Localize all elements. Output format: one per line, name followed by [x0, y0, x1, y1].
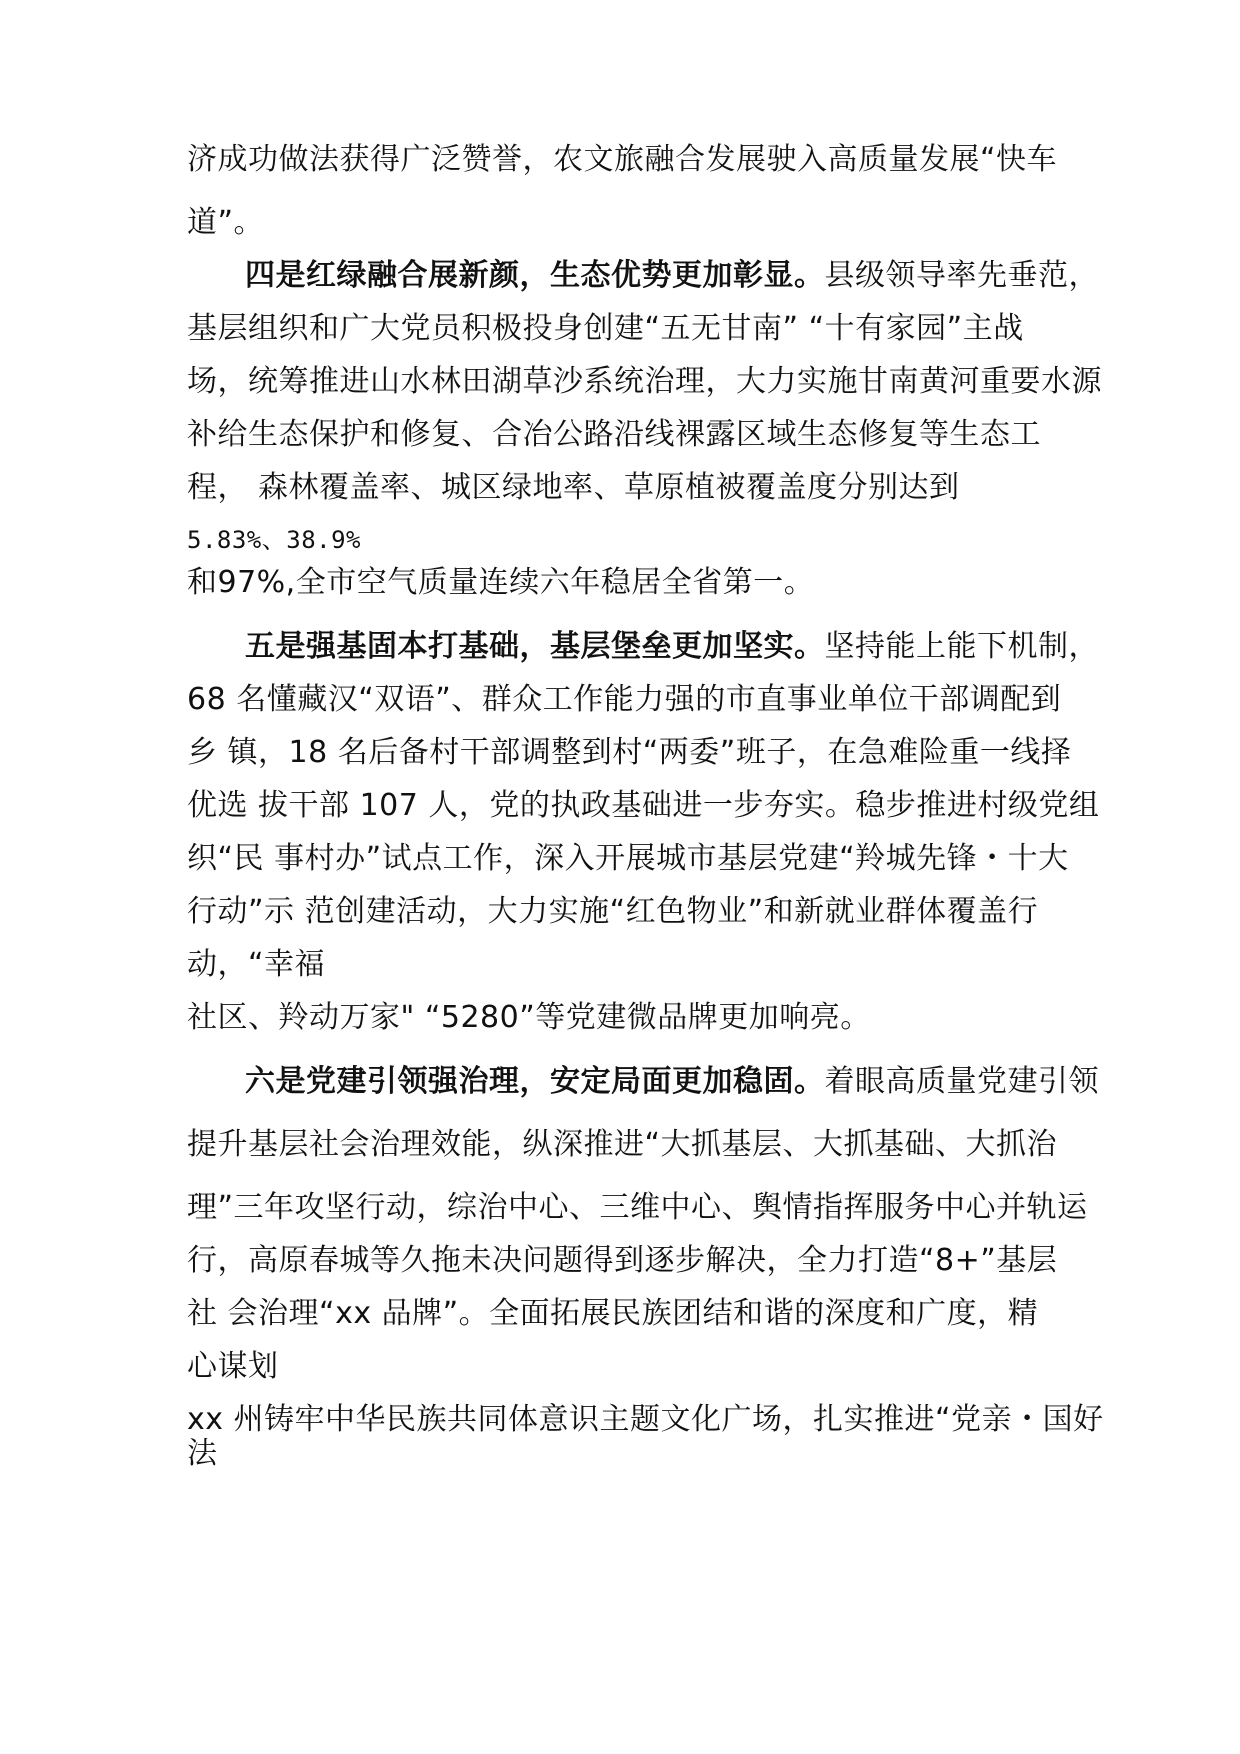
paragraph-line: 理”三年攻坚行动，综治中心、三维中心、舆情指挥服务中心并轨运 [187, 1190, 1088, 1225]
paragraph-line: 织“民 事村办”试点工作，深入开展城市基层党建“羚城先锋・十大 [187, 841, 1069, 876]
paragraph-first-line [245, 629, 1099, 665]
paragraph-line: xx 州铸牢中华民族共同体意识主题文化广场，扎实推进“党亲・国好 [187, 1402, 1104, 1437]
paragraph-first-line [245, 258, 1099, 294]
paragraph-text: 坚持能上能下机制， [824, 629, 1099, 664]
section-heading: 六是党建引领强治理，安定局面更加稳固。 [245, 1064, 825, 1099]
paragraph-text: 着眼高质量党建引领 [824, 1064, 1099, 1099]
paragraph-first-line [245, 1064, 1099, 1100]
paragraph-line: 心谋划 [187, 1349, 279, 1384]
paragraph-line: 补给生态保护和修复、合冶公路沿线裸露区域生态修复等生态工 [187, 417, 1041, 452]
paragraph-line: 法 [187, 1436, 218, 1471]
paragraph-line: 和97%,全市空气质量连续六年稳居全省第一。 [187, 565, 815, 600]
paragraph-line: 基层组织和广大党员积极投身创建“五无甘南” “十有家园”主战 [187, 311, 1024, 346]
paragraph-line: 动，“幸福 [187, 947, 326, 982]
paragraph-line: 优选 拔干部 107 人，党的执政基础进一步夯实。稳步推进村级党组 [187, 788, 1100, 823]
paragraph-line: 场，统筹推进山水林田湖草沙系统治理，大力实施甘南黄河重要水源 [187, 364, 1102, 399]
paragraph-line: 社区、羚动万家" “5280”等党建微品牌更加响亮。 [187, 1000, 871, 1035]
paragraph-text: 县级领导率先垂范， [824, 258, 1099, 293]
paragraph-line: 乡 镇，18 名后备村干部调整到村“两委”班子，在急难险重一线择 [187, 735, 1072, 770]
paragraph-line: 社 会治理“xx 品牌”。全面拓展民族团结和谐的深度和广度，精 [187, 1296, 1039, 1331]
section-heading: 四是红绿融合展新颜，生态优势更加彰显。 [245, 258, 825, 293]
paragraph-line: 济成功做法获得广泛赞誉，农文旅融合发展驶入高质量发展“快车 [187, 142, 1058, 177]
paragraph-line: 行动”示 范创建活动，大力实施“红色物业”和新就业群体覆盖行 [187, 894, 1039, 929]
paragraph-line: 道”。 [187, 205, 265, 240]
paragraph-line: 行，高原春城等久拖未决问题得到逐步解决，全力打造“8+”基层 [187, 1243, 1058, 1278]
paragraph-line: 提升基层社会治理效能，纵深推进“大抓基层、大抓基础、大抓治 [187, 1127, 1058, 1162]
paragraph-line: 程， 森林覆盖率、城区绿地率、草原植被覆盖度分别达到 [187, 470, 960, 505]
paragraph-line: 68 名懂藏汉“双语”、群众工作能力强的市直事业单位干部调配到 [187, 682, 1062, 717]
section-heading: 五是强基固本打基础，基层堡垒更加坚实。 [245, 629, 825, 664]
paragraph-line: 5.83%、38.9% [187, 526, 361, 554]
